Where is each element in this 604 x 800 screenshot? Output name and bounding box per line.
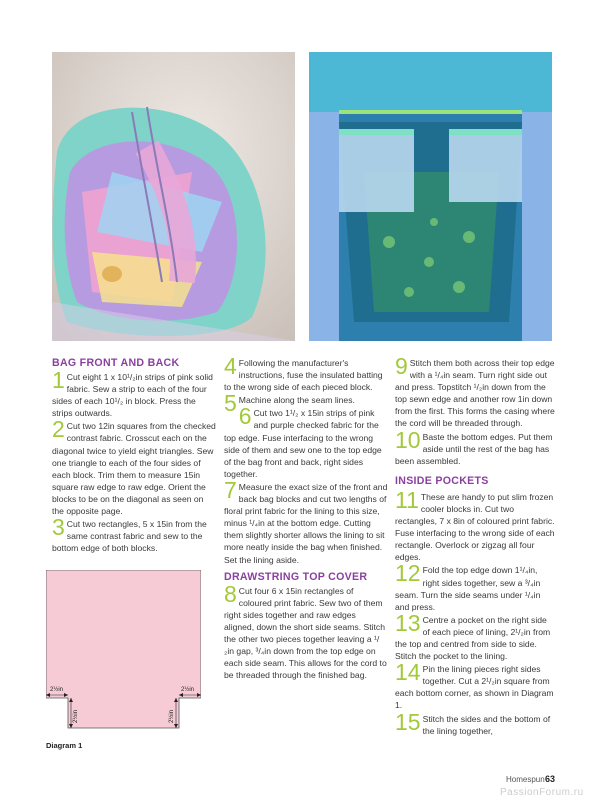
column-1 (52, 357, 216, 555)
dim-label-left-vertical: 2½in (73, 709, 79, 723)
step-text: Fold the top edge down 1¹/₄in, right sides together, sew a ³/₄in seam. Turn the side seams under ¹/₄in and press. (395, 565, 541, 612)
step-number: 2 (52, 416, 65, 443)
diagram-caption: Diagram 1 (46, 741, 83, 750)
step-13 (395, 609, 555, 662)
section-heading-inside-pockets: INSIDE POCKETS (395, 474, 489, 487)
step-text: Centre a pocket on the right side of each piece of lining, 2¹/₂in from the top and centred from side to side. Stitch the pocket to the lining. (395, 614, 551, 662)
step-number: 10 (395, 426, 421, 453)
step-1 (52, 367, 216, 419)
watermark-text: PassionForum.ru (500, 787, 584, 798)
diagram-1 (46, 570, 201, 735)
step-text: Cut eight 1 x 10¹/₂in strips of pink solid fabric. Sew a strip to each of the four sides of each 10¹/₂ in block. Press the strips outwards. (52, 372, 213, 419)
section-heading-bag-front-back: BAG FRONT AND BACK (52, 357, 180, 369)
step-11 (395, 486, 555, 564)
step-14 (395, 659, 555, 711)
step-number: 12 (395, 560, 421, 587)
step-3 (52, 514, 216, 554)
column-2 (224, 353, 388, 682)
step-number: 1 (52, 367, 65, 393)
step-number: 5 (224, 390, 237, 417)
step-number: 14 (395, 659, 421, 686)
step-text: Baste the bottom edges. Put them aside until the rest of the bag has been assembled. (395, 431, 553, 466)
photo-drawstring-bag-top (52, 52, 295, 341)
step-10 (395, 426, 555, 467)
step-text: Cut four 6 x 15in rectangles of coloured print fabric. Sew two of them right sides together and raw edges aligned, down the short side seams. Stitch the other two pieces together leaving a ¹/₂in gap, ³/₄in down from the top edge on each side seam. This allows for the cord to be threaded through the finished bag. (224, 585, 387, 681)
step-12 (395, 560, 555, 612)
dim-label-right-horizontal: 2½in (181, 687, 195, 693)
step-4 (224, 353, 388, 393)
step-text: These are handy to put slim frozen cooler blocks in. Cut two rectangles, 7 x 8in of coloured print fabric. Fuse interfacing to the wrong side of each rectangle. Overlock or zigzag all four edges. (395, 491, 555, 563)
section-heading-drawstring: DRAWSTRING TOP COVER (224, 570, 368, 583)
column-3 (395, 353, 555, 738)
dim-label-right-vertical: 2½in (169, 709, 175, 723)
step-number: 7 (224, 476, 237, 503)
step-number: 8 (224, 580, 237, 607)
step-number: 6 (238, 403, 252, 430)
photo-bag-interior (309, 52, 552, 341)
step-text: Machine along the seam lines. (238, 395, 355, 406)
step-text: Stitch the sides and the bottom of the lining together, (422, 713, 551, 736)
step-text: Cut two 1¹/₂ x 15in strips of pink and purple checked fabric for the top edge. Fuse interfacing to the wrong side of them and sew one to the top edge of the bag front and back, right sides together. (224, 408, 382, 479)
step-2 (52, 416, 216, 517)
step-6 (224, 403, 388, 480)
step-7 (224, 476, 388, 566)
step-8 (224, 580, 388, 682)
step-text: Pin the lining pieces right sides together. Cut a 2¹/₂in square from each bottom corner, as shown in Diagram 1. (395, 664, 554, 711)
step-text: Measure the exact size of the front and back bag blocks and cut two lengths of floral print fabric for the lining to this size, minus ¹/₄in at the bottom edge. Cutting them slightly shorter allows the lining to sit more neatly inside the bag when finished. Set the lining aside. (224, 481, 388, 565)
step-text: Cut two 12in squares from the checked contrast fabric. Crosscut each on the diagonal twice to yield eight triangles. Sew one triangle to each of the four sides of each block. Trim them to measure 15in square raw edge to raw edge. Orient the blocks to be on the diagonal as seen on the opposite page. (52, 421, 216, 517)
step-9 (395, 353, 555, 430)
footer-page-number: 63 (545, 774, 556, 784)
dim-label-left-horizontal: 2½in (50, 687, 64, 693)
step-number: 3 (52, 514, 65, 541)
step-number: 11 (395, 486, 419, 513)
lining-shape (46, 570, 201, 728)
step-text: Following the manufacturer's instructions, fuse the insulated batting to the wrong side of each pieced block. (224, 358, 383, 393)
step-number: 15 (395, 708, 421, 735)
step-text: Cut two rectangles, 5 x 15in from the same contrast fabric and sew to the bottom edge of both blocks. (52, 519, 207, 554)
footer-magazine-name: Homespun (506, 775, 545, 784)
step-text: Stitch them both across their top edge with a ¹/₄in seam. Turn right side out and press. Topstitch ¹/₂in down from the top sewn edge and another row 1in down from the first. This forms the casing where the cord will be threaded through. (395, 358, 555, 429)
step-number: 13 (395, 609, 421, 636)
step-5 (224, 390, 388, 417)
step-number: 9 (395, 353, 408, 379)
step-number: 4 (224, 353, 237, 379)
step-15 (395, 708, 555, 737)
